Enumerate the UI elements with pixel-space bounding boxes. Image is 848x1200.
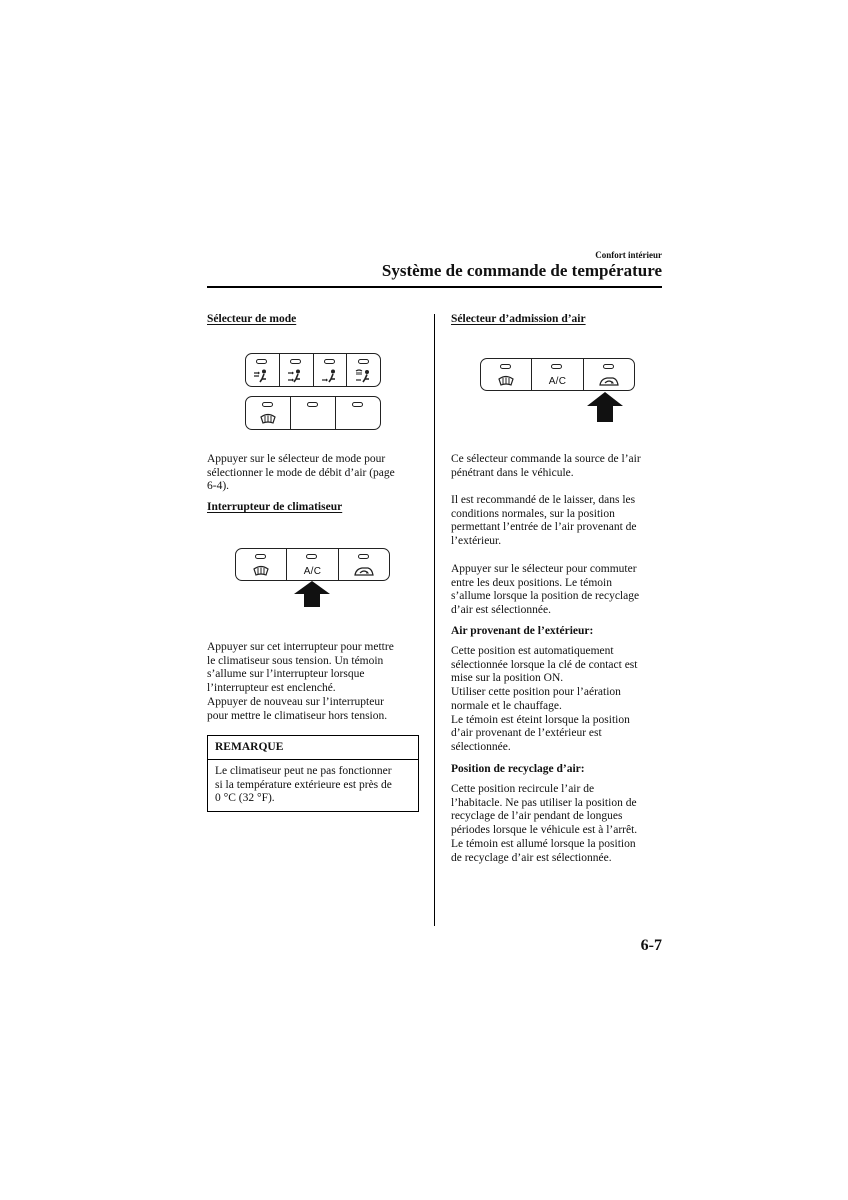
text-line: Appuyer de nouveau sur l’interrupteur bbox=[207, 695, 384, 708]
ac-switch-heading: Interrupteur de climatiseur bbox=[207, 501, 343, 513]
mode-button-foot[interactable] bbox=[313, 354, 347, 386]
header-rule bbox=[207, 286, 662, 288]
text-line: l’extérieur. bbox=[451, 535, 502, 548]
text-line: Utiliser cette position pour l’aération bbox=[451, 686, 621, 699]
recirculation-icon bbox=[584, 373, 634, 389]
text-line: l’interrupteur est enclenché. bbox=[207, 682, 336, 695]
defroster-panel bbox=[245, 396, 381, 430]
note-divider bbox=[208, 759, 418, 760]
defroster-button[interactable] bbox=[481, 359, 531, 390]
page-number: 6-7 bbox=[640, 937, 662, 954]
text-line: 0 °C (32 °F). bbox=[215, 792, 275, 805]
indicator-light bbox=[306, 554, 317, 559]
mode-selector-panel bbox=[245, 353, 381, 387]
bi-level-vent-icon bbox=[280, 368, 313, 384]
indicator-light bbox=[255, 554, 266, 559]
recirculation-heading: Position de recyclage d’air: bbox=[451, 763, 585, 775]
text-line: permettant l’entrée de l’air provenant de bbox=[451, 521, 637, 534]
mode-selector-heading: Sélecteur de mode bbox=[207, 313, 297, 325]
intake-paragraph-1 bbox=[451, 453, 666, 480]
text-line: sélectionnée lorsque la clé de contact est bbox=[451, 658, 638, 671]
text-line: d’air est sélectionnée. bbox=[451, 604, 551, 617]
ac-button[interactable] bbox=[286, 549, 337, 580]
text-line: si la température extérieure est près de bbox=[215, 778, 392, 791]
recirculation-text bbox=[451, 783, 666, 865]
text-line: Appuyer sur cet interrupteur pour mettre bbox=[207, 641, 394, 653]
text-line: s’allume sur l’interrupteur lorsque bbox=[207, 668, 365, 681]
recirculation-icon bbox=[339, 563, 389, 579]
indicator-light bbox=[603, 364, 614, 369]
text-line: Appuyer sur le sélecteur de mode pour bbox=[207, 453, 386, 465]
indicator-light bbox=[262, 402, 273, 407]
mode-button-bilevel[interactable] bbox=[279, 354, 313, 386]
ac-switch-panel bbox=[235, 548, 390, 581]
text-line: Cette position recircule l’air de bbox=[451, 783, 595, 795]
text-line: Le témoin est éteint lorsque la position bbox=[451, 713, 630, 726]
text-line: périodes lorsque le véhicule est à l’arrêt. bbox=[451, 824, 638, 837]
mode-selector-text bbox=[207, 453, 425, 494]
mode-button-foot-defrost[interactable] bbox=[346, 354, 380, 386]
air-intake-heading: Sélecteur d’admission d’air bbox=[451, 313, 586, 325]
defroster-button[interactable] bbox=[246, 397, 290, 429]
page-title: Système de commande de température bbox=[381, 261, 662, 280]
indicator-light bbox=[358, 554, 369, 559]
defroster-icon bbox=[246, 411, 290, 427]
ac-switch-text bbox=[207, 641, 425, 723]
text-line: Cette position est automatiquement bbox=[451, 645, 614, 657]
intake-paragraph-2 bbox=[451, 494, 666, 549]
press-arrow-icon bbox=[585, 391, 625, 428]
text-line: recyclage de l’air pendant de longues bbox=[451, 810, 623, 823]
face-vent-icon bbox=[246, 368, 279, 384]
text-line: normale et le chauffage. bbox=[451, 699, 562, 712]
text-line: pénétrant dans le véhicule. bbox=[451, 466, 574, 479]
air-intake-panel bbox=[480, 358, 635, 391]
text-line: l’habitacle. Ne pas utiliser la position de bbox=[451, 796, 637, 809]
defroster-button[interactable] bbox=[236, 549, 286, 580]
foot-vent-icon bbox=[314, 368, 347, 384]
text-line: Ce sélecteur commande la source de l’air bbox=[451, 453, 641, 465]
text-line: sélectionner le mode de débit d’air (page bbox=[207, 466, 395, 479]
text-line: Il est recommandé de le laisser, dans les bbox=[451, 494, 636, 506]
indicator-light bbox=[551, 364, 562, 369]
text-line: pour mettre le climatiseur hors tension. bbox=[207, 709, 388, 722]
outside-air-heading: Air provenant de l’extérieur: bbox=[451, 625, 594, 637]
note-title: REMARQUE bbox=[215, 741, 284, 753]
blank-button[interactable] bbox=[290, 397, 335, 429]
text-line: mise sur la position ON. bbox=[451, 672, 564, 685]
column-divider bbox=[434, 314, 435, 926]
ac-label: A/C bbox=[548, 375, 567, 387]
ac-button[interactable] bbox=[531, 359, 582, 390]
press-arrow-icon bbox=[292, 580, 332, 613]
indicator-light bbox=[358, 359, 369, 364]
text-line: Le climatiseur peut ne pas fonctionner bbox=[215, 765, 392, 777]
text-line: le climatiseur sous tension. Un témoin bbox=[207, 654, 384, 667]
note-box bbox=[207, 735, 419, 812]
indicator-light bbox=[352, 402, 363, 407]
section-label: Confort intérieur bbox=[595, 250, 662, 260]
indicator-light bbox=[290, 359, 301, 364]
blank-button[interactable] bbox=[335, 397, 380, 429]
ac-label: A/C bbox=[303, 565, 322, 577]
indicator-light bbox=[307, 402, 318, 407]
foot-defrost-vent-icon bbox=[347, 368, 380, 384]
text-line: d’air provenant de l’extérieur est bbox=[451, 727, 602, 740]
text-line: conditions normales, sur la position bbox=[451, 507, 615, 520]
indicator-light bbox=[324, 359, 335, 364]
defroster-icon bbox=[481, 373, 531, 389]
indicator-light bbox=[500, 364, 511, 369]
defroster-icon bbox=[236, 563, 286, 579]
text-line: Le témoin est allumé lorsque la position bbox=[451, 837, 636, 850]
indicator-light bbox=[256, 359, 267, 364]
recirculation-button[interactable] bbox=[338, 549, 389, 580]
outside-air-text bbox=[451, 645, 666, 755]
text-line: s’allume lorsque la position de recyclage bbox=[451, 590, 640, 603]
text-line: entre les deux positions. Le témoin bbox=[451, 576, 612, 589]
text-line: sélectionnée. bbox=[451, 740, 511, 753]
text-line: de recyclage d’air est sélectionnée. bbox=[451, 851, 612, 864]
intake-paragraph-3 bbox=[451, 563, 666, 618]
mode-button-face[interactable] bbox=[246, 354, 279, 386]
text-line: Appuyer sur le sélecteur pour commuter bbox=[451, 563, 637, 575]
recirculation-button[interactable] bbox=[583, 359, 634, 390]
text-line: 6-4). bbox=[207, 480, 230, 493]
